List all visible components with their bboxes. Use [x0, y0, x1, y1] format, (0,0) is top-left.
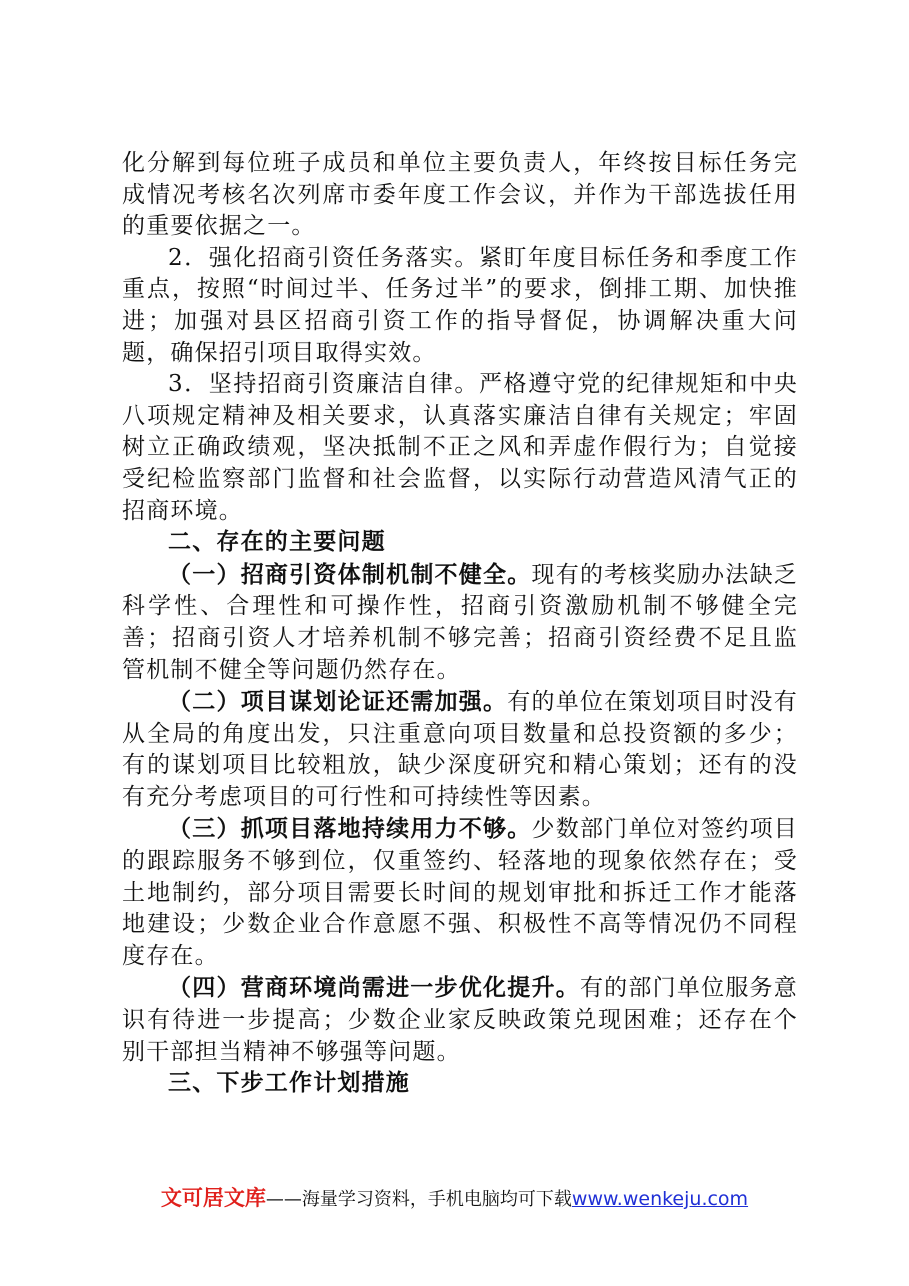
- paragraph-problem-2: [122, 686, 798, 813]
- footer-slogan: ——海量学习资料，手机电脑均可下载: [265, 1189, 572, 1210]
- paragraph-lead: （一）招商引资体制机制不健全。: [168, 560, 532, 588]
- paragraph-lead: （二）项目谋划论证还需加强。: [168, 688, 508, 716]
- footer-link[interactable]: www.wenkeju.com: [571, 1188, 749, 1210]
- paragraph-problem-1: [122, 559, 798, 686]
- paragraph-text: 2．强化招商引资任务落实。紧盯年度目标任务和季度工作重点，按照“时间过半、任务过半”的要求，倒排工期、加快推进；加强对县区招商引资工作的指导督促，协调解决重大问题，确保招引项目取得实效。: [122, 244, 798, 366]
- paragraph-text: 化分解到每位班子成员和单位主要负责人，年终按目标任务完成情况考核名次列席市委年度工作会议，并作为干部选拔任用的重要依据之一。: [122, 150, 798, 240]
- footer-banner: [0, 1182, 909, 1212]
- paragraph-text: 有的部门单位服务意识有待进一步提高；少数企业家反映政策兑现困难；还存在个别干部担当精神不够强等问题。: [122, 975, 798, 1065]
- paragraph-lead: （四）营商环境尚需进一步优化提升。: [168, 974, 580, 1002]
- section-heading-problems: 二、存在的主要问题: [168, 529, 386, 556]
- paragraph-text: 少数部门单位对签约项目的跟踪服务不够到位，仅重签约、轻落地的现象依然存在；受土地制约，部分项目需要长时间的规划审批和拆迁工作才能落地建设；少数企业合作意愿不强、积极性不高等情况仍不同程度存在。: [122, 816, 799, 969]
- paragraph-lead: （三）抓项目落地持续用力不够。: [168, 815, 532, 843]
- paragraph-item-2: [122, 243, 798, 369]
- paragraph-continuation: [122, 148, 798, 243]
- section-heading-next-steps: 三、下步工作计划措施: [168, 1070, 410, 1097]
- paragraph-problem-3: [122, 813, 798, 972]
- footer-brand: 文可居文库: [160, 1186, 266, 1210]
- document-body: [122, 148, 798, 1100]
- paragraph-text: 3．坚持招商引资廉洁自律。严格遵守党的纪律规矩和中央八项规定精神及相关要求，认真落实廉洁自律有关规定；牢固树立正确政绩观，坚决抵制不正之风和弄虚作假行为；自觉接受纪检监察部门监督和社会监督，以实际行动营造风清气正的招商环境。: [122, 371, 798, 524]
- paragraph-problem-4: [122, 972, 798, 1068]
- paragraph-text: 现有的考核奖励办法缺乏科学性、合理性和可操作性，招商引资激励机制不够健全完善；招商引资人才培养机制不够完善；招商引资经费不足且监管机制不健全等问题仍然存在。: [122, 561, 799, 683]
- paragraph-text: 有的单位在策划项目时没有从全局的角度出发，只注重意向项目数量和总投资额的多少；有的谋划项目比较粗放，缺少深度研究和精心策划；还有的没有充分考虑项目的可行性和可持续性等因素。: [122, 689, 798, 810]
- paragraph-item-3: [122, 369, 798, 527]
